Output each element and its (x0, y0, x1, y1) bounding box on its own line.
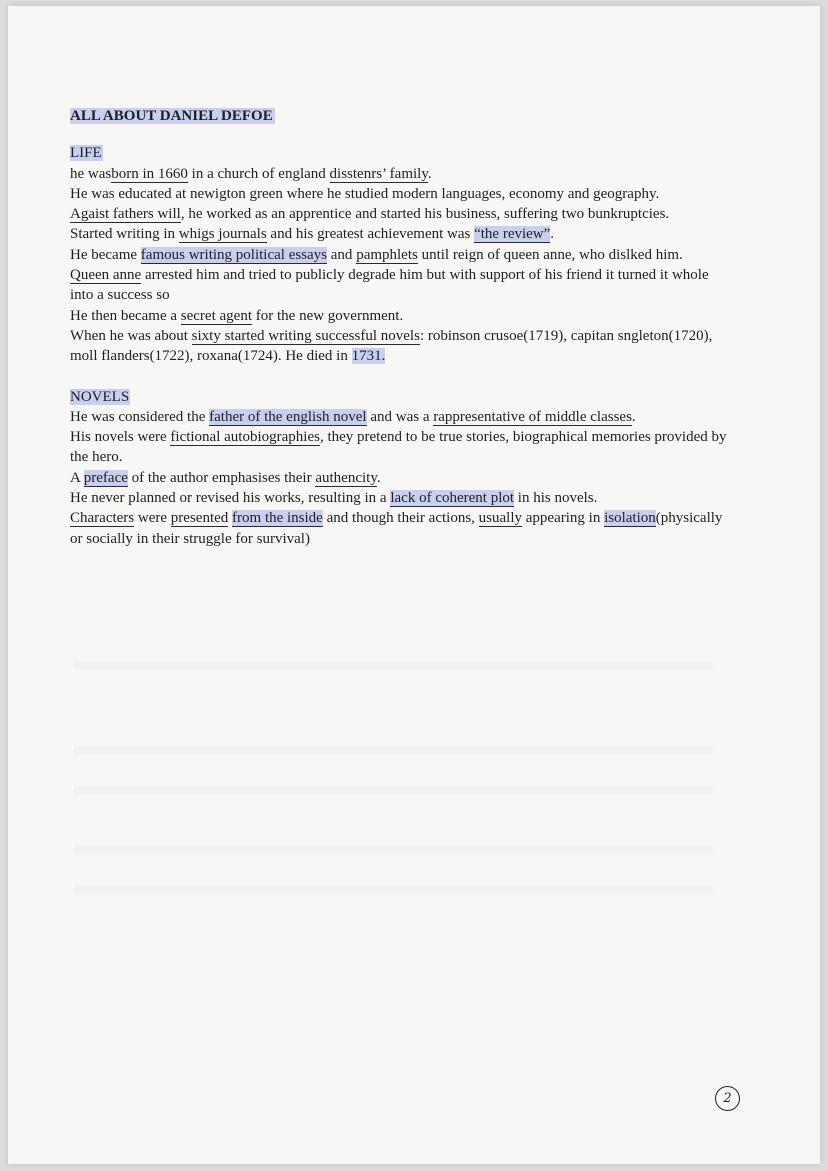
text-segment: appearing in (525, 510, 601, 527)
text-segment: for the new government. (255, 307, 404, 324)
text-segment: , he worked as an apprentice and started his business, suffering two bunkruptcies. (180, 206, 670, 223)
text-segment: He became (70, 246, 138, 263)
text-segment: . (631, 408, 636, 425)
paragraph-line (70, 508, 730, 549)
paragraph-line (70, 326, 730, 367)
text-segment: ALL ABOUT DANIEL DEFOE (70, 108, 273, 124)
text-segment: sixty started writing successful novels (191, 327, 420, 344)
document-page (8, 6, 820, 1164)
text-segment: from the inside (232, 510, 323, 527)
paragraph-line (70, 265, 730, 306)
paragraph-line (70, 204, 730, 224)
text-segment: Characters (70, 510, 135, 527)
text-segment: 1731. (351, 348, 386, 365)
paragraph-line (70, 306, 730, 326)
text-segment: Agaist fathers will (70, 206, 181, 223)
text-segment: . (427, 165, 432, 182)
section-heading-life (70, 143, 730, 163)
text-segment: He was educated at newigton green where he studied modern languages, economy and geography. (70, 185, 660, 202)
text-segment: Queen anne (70, 267, 142, 284)
text-segment: he was (70, 165, 112, 182)
text-segment: of the author emphasises their (131, 469, 312, 486)
text-segment: and though their actions, (326, 510, 475, 527)
text-segment: , they pretend to be true stories, biographical memories provided by the hero. (70, 429, 727, 466)
text-segment: When he was about (70, 327, 188, 344)
text-segment: preface (83, 469, 128, 486)
bleed-through (73, 746, 713, 755)
paragraph-line (70, 164, 730, 184)
text-segment: secret agent (180, 307, 252, 324)
paragraph-line (70, 184, 730, 204)
text-segment: born in 1660 (111, 165, 188, 182)
text-segment: authencity (315, 469, 377, 486)
text-segment: lack of coherent plot (390, 490, 515, 507)
text-segment: A (70, 469, 81, 486)
text-segment: : robinson crusoe(1719), capitan sngleton(1720), moll flanders(1722), roxana(1724). He died in (70, 327, 713, 365)
text-segment: in his novels. (517, 490, 598, 507)
bleed-through (73, 661, 713, 670)
text-segment: whigs journals (178, 226, 267, 243)
paragraph-line (70, 407, 730, 427)
bleed-through (73, 846, 713, 855)
text-segment: “the review” (474, 226, 551, 243)
text-segment: fictional autobiographies (170, 429, 320, 446)
text-segment: and was a (370, 408, 430, 425)
text-segment: . (376, 469, 381, 486)
bleed-through (73, 886, 713, 895)
paragraph-line (70, 488, 730, 508)
text-segment: disstenrs’ family (329, 165, 428, 182)
text-segment: until reign of queen anne, who dislked him. (421, 246, 683, 263)
text-segment: usually (478, 510, 523, 527)
text-segment: isolation (604, 510, 656, 527)
text-segment: His novels were (70, 429, 167, 446)
text-segment: . (550, 226, 555, 243)
text-segment: Started writing in (70, 226, 175, 243)
text-segment: He never planned or revised his works, resulting in a (70, 490, 387, 507)
text-segment: NOVELS (70, 388, 130, 405)
paragraph-line (70, 468, 730, 488)
text-segment: He then became a (70, 307, 178, 324)
text-segment: He was considered the (70, 408, 206, 425)
text-segment: in a church of england (191, 165, 326, 182)
document-body (70, 106, 730, 549)
text-segment: presented (170, 510, 229, 527)
bleed-through (73, 786, 713, 795)
text-segment: famous writing political essays (140, 246, 328, 263)
text-segment: pamphlets (356, 246, 418, 263)
paragraph-line (70, 245, 730, 265)
section-life (70, 143, 730, 366)
text-segment: arrested him and tried to publicly degrade him but with support of his friend it turned it whole into a success so (70, 267, 709, 304)
page-number: 2 (715, 1086, 740, 1111)
text-segment: LIFE (70, 145, 102, 162)
section-novels (70, 387, 730, 549)
text-segment: and (330, 246, 353, 263)
text-segment: and his greatest achievement was (270, 226, 471, 243)
text-segment: were (137, 510, 168, 527)
document-title (70, 106, 730, 126)
section-heading-novels (70, 387, 730, 407)
text-segment: rappresentative of middle classes (433, 408, 632, 425)
text-segment: (physically or socially in their struggle for survival) (70, 510, 723, 547)
paragraph-line (70, 224, 730, 244)
paragraph-line (70, 427, 730, 468)
text-segment: father of the english novel (209, 408, 367, 425)
